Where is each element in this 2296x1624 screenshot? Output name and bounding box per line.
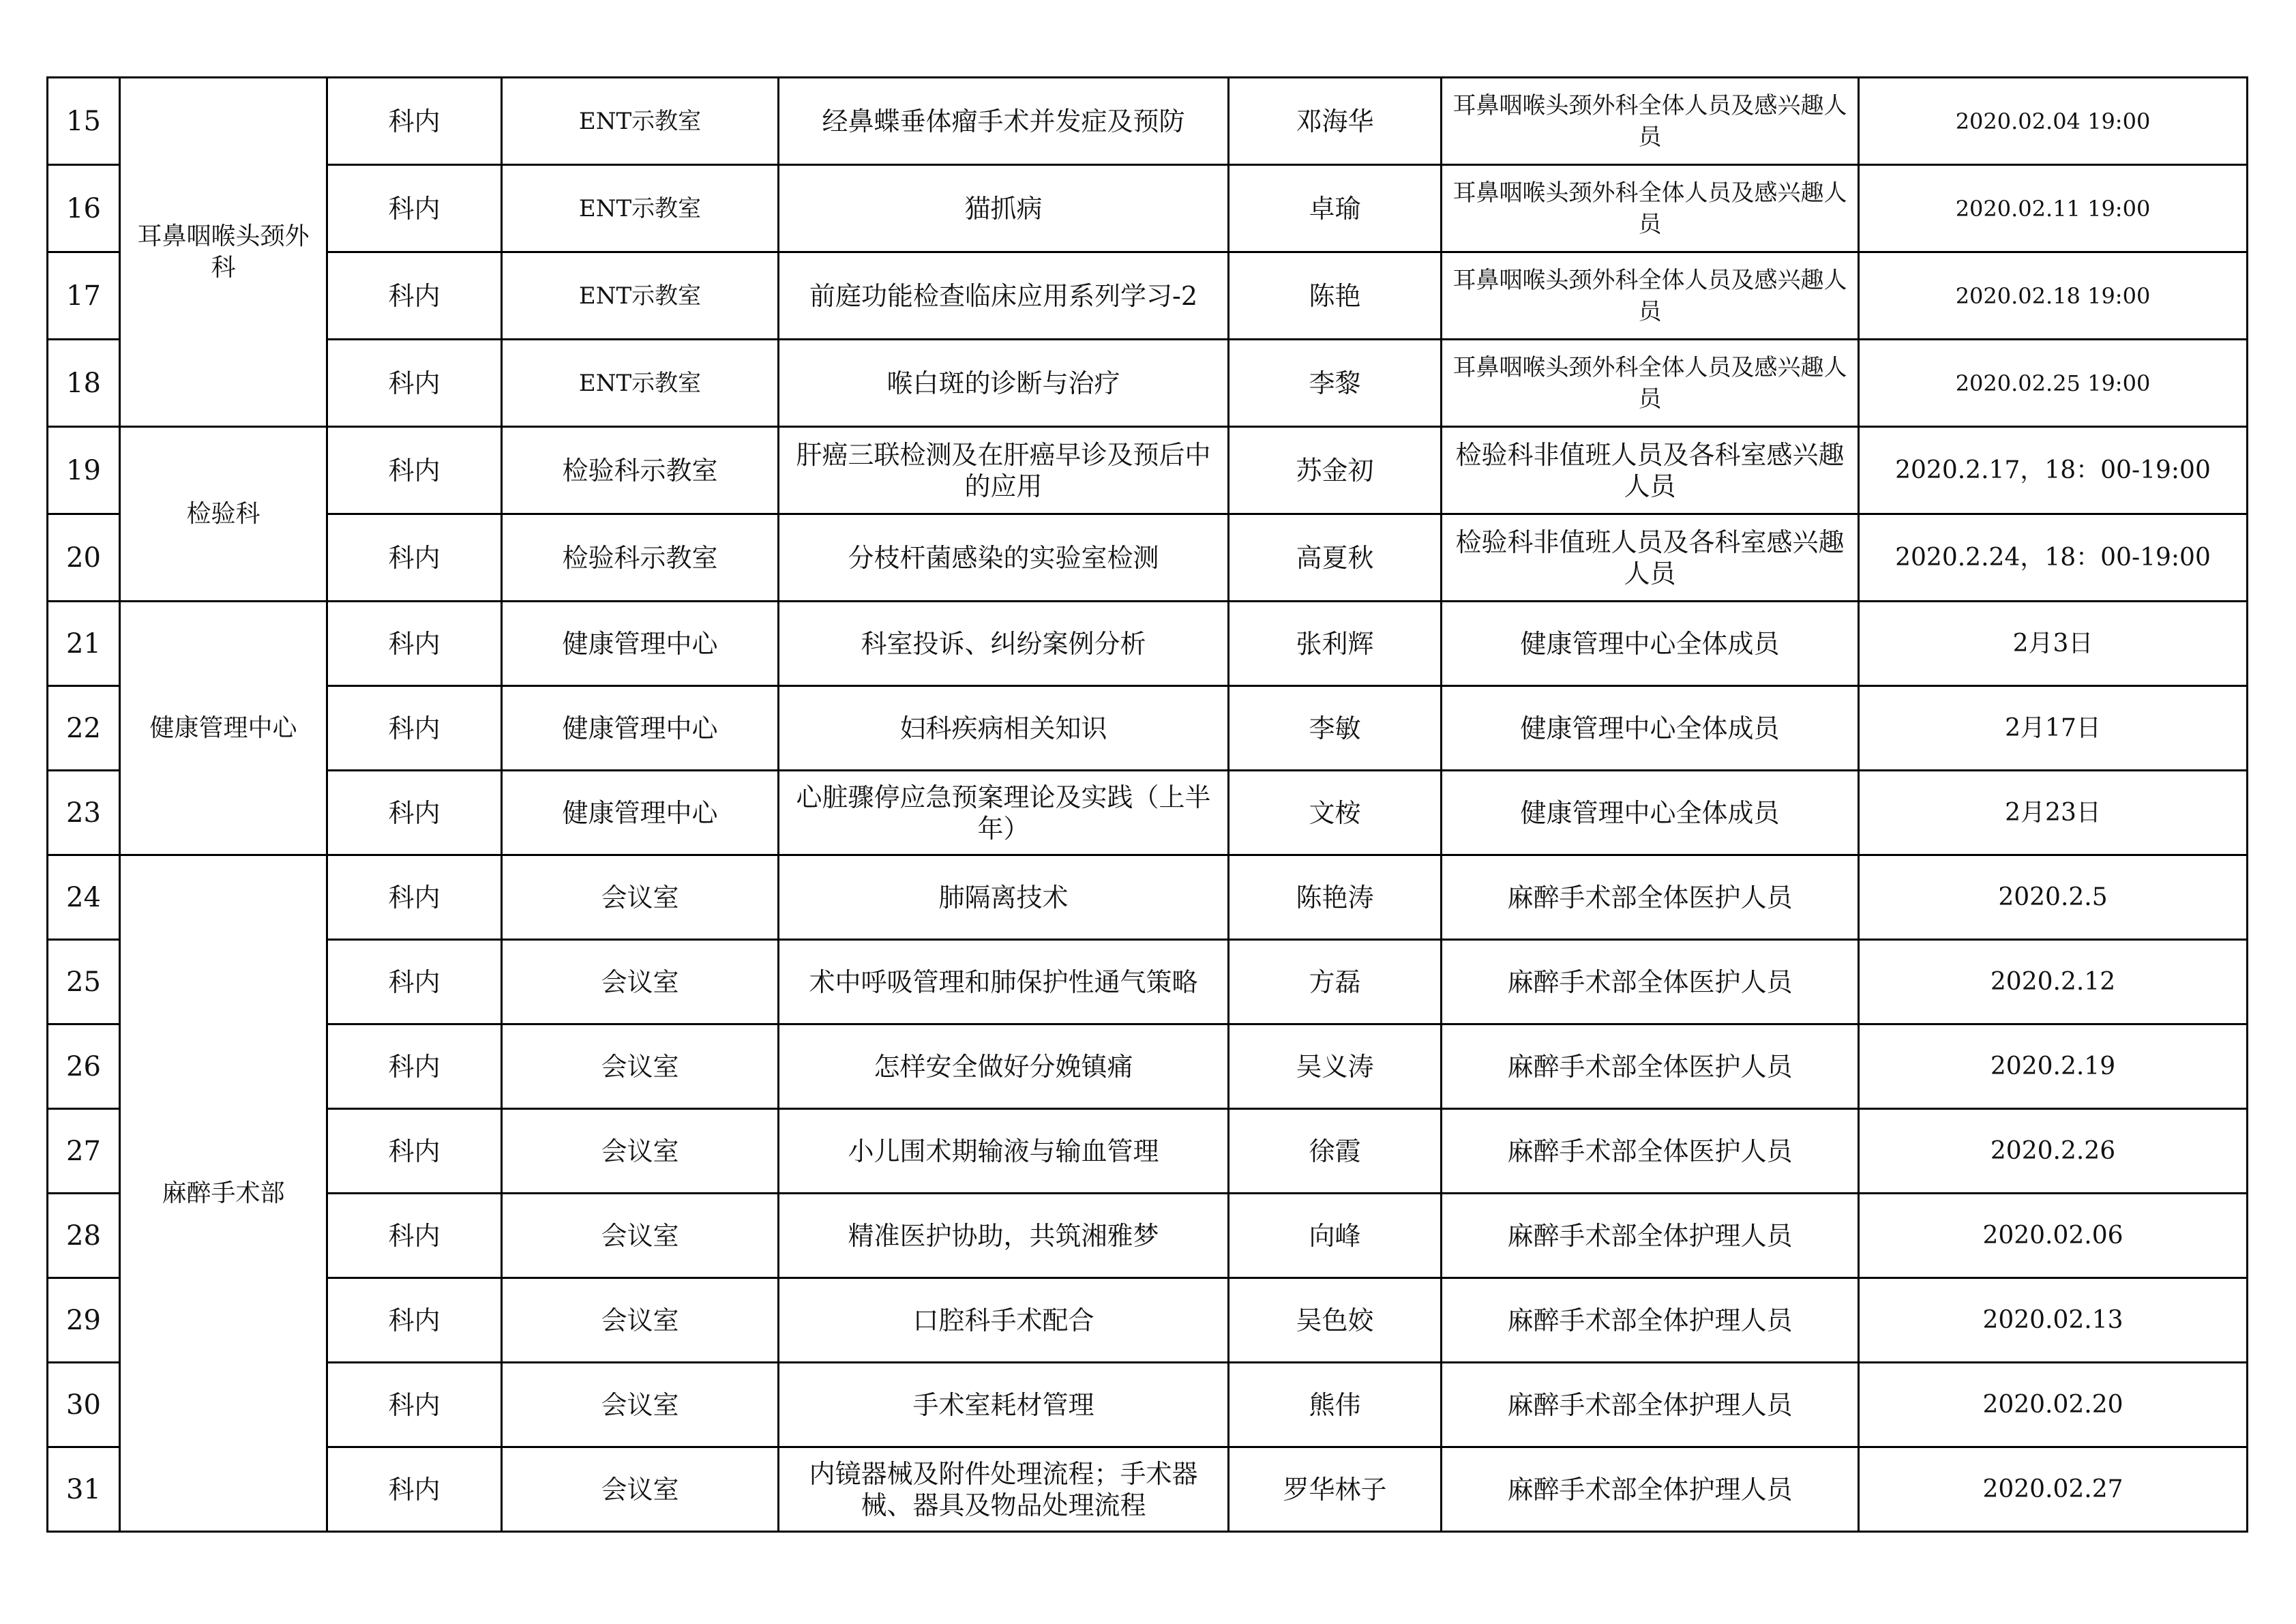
- table-row: [48, 940, 2248, 1024]
- type-cell: 科内: [327, 686, 502, 771]
- time-cell: 2020.02.18 19:00: [1859, 252, 2248, 340]
- speaker-cell: 陈艳: [1229, 252, 1442, 340]
- topic-cell: 心脏骤停应急预案理论及实践（上半年）: [779, 771, 1229, 855]
- department-cell: 健康管理中心: [120, 602, 327, 855]
- audience-cell: 麻醉手术部全体医护人员: [1442, 1109, 1859, 1194]
- audience-cell: 耳鼻咽喉头颈外科全体人员及感兴趣人员: [1442, 340, 1859, 427]
- time-cell: 2月17日: [1859, 686, 2248, 771]
- type-cell: 科内: [327, 940, 502, 1024]
- training-schedule-table: [46, 76, 2248, 1533]
- time-cell: 2020.02.20: [1859, 1363, 2248, 1447]
- table-row: [48, 771, 2248, 855]
- type-cell: 科内: [327, 602, 502, 686]
- topic-cell: 前庭功能检查临床应用系列学习-2: [779, 252, 1229, 340]
- type-cell: 科内: [327, 252, 502, 340]
- topic-cell: 科室投诉、纠纷案例分析: [779, 602, 1229, 686]
- table-row: [48, 427, 2248, 514]
- speaker-cell: 熊伟: [1229, 1363, 1442, 1447]
- location-cell: 健康管理中心: [502, 771, 779, 855]
- audience-cell: 检验科非值班人员及各科室感兴趣人员: [1442, 514, 1859, 602]
- topic-cell: 手术室耗材管理: [779, 1363, 1229, 1447]
- type-cell: 科内: [327, 1363, 502, 1447]
- row-number-cell: 21: [48, 602, 120, 686]
- row-number-cell: 26: [48, 1024, 120, 1109]
- speaker-cell: 陈艳涛: [1229, 855, 1442, 940]
- location-cell: 健康管理中心: [502, 602, 779, 686]
- row-number-cell: 25: [48, 940, 120, 1024]
- type-cell: 科内: [327, 1024, 502, 1109]
- row-number-cell: 17: [48, 252, 120, 340]
- row-number-cell: 24: [48, 855, 120, 940]
- speaker-cell: 罗华林子: [1229, 1447, 1442, 1532]
- topic-cell: 肺隔离技术: [779, 855, 1229, 940]
- row-number-cell: 16: [48, 165, 120, 252]
- audience-cell: 检验科非值班人员及各科室感兴趣人员: [1442, 427, 1859, 514]
- audience-cell: 麻醉手术部全体医护人员: [1442, 1024, 1859, 1109]
- location-cell: 会议室: [502, 940, 779, 1024]
- speaker-cell: 李敏: [1229, 686, 1442, 771]
- type-cell: 科内: [327, 1194, 502, 1278]
- speaker-cell: 卓瑜: [1229, 165, 1442, 252]
- location-cell: 检验科示教室: [502, 427, 779, 514]
- location-cell: ENT示教室: [502, 340, 779, 427]
- table-row: [48, 252, 2248, 340]
- row-number-cell: 19: [48, 427, 120, 514]
- time-cell: 2020.02.13: [1859, 1278, 2248, 1363]
- location-cell: 会议室: [502, 1109, 779, 1194]
- time-cell: 2020.02.11 19:00: [1859, 165, 2248, 252]
- table-body: [48, 78, 2248, 1532]
- speaker-cell: 吴色姣: [1229, 1278, 1442, 1363]
- row-number-cell: 20: [48, 514, 120, 602]
- row-number-cell: 18: [48, 340, 120, 427]
- audience-cell: 麻醉手术部全体护理人员: [1442, 1447, 1859, 1532]
- time-cell: 2020.2.19: [1859, 1024, 2248, 1109]
- type-cell: 科内: [327, 771, 502, 855]
- time-cell: 2月3日: [1859, 602, 2248, 686]
- table-row: [48, 1363, 2248, 1447]
- topic-cell: 肝癌三联检测及在肝癌早诊及预后中的应用: [779, 427, 1229, 514]
- audience-cell: 健康管理中心全体成员: [1442, 771, 1859, 855]
- audience-cell: 麻醉手术部全体护理人员: [1442, 1194, 1859, 1278]
- table-row: [48, 1024, 2248, 1109]
- audience-cell: 麻醉手术部全体医护人员: [1442, 940, 1859, 1024]
- audience-cell: 麻醉手术部全体护理人员: [1442, 1363, 1859, 1447]
- time-cell: 2020.02.06: [1859, 1194, 2248, 1278]
- type-cell: 科内: [327, 1447, 502, 1532]
- time-cell: 2020.2.17，18：00-19:00: [1859, 427, 2248, 514]
- speaker-cell: 向峰: [1229, 1194, 1442, 1278]
- audience-cell: 耳鼻咽喉头颈外科全体人员及感兴趣人员: [1442, 165, 1859, 252]
- audience-cell: 健康管理中心全体成员: [1442, 602, 1859, 686]
- time-cell: 2020.02.25 19:00: [1859, 340, 2248, 427]
- time-cell: 2020.2.24，18：00-19:00: [1859, 514, 2248, 602]
- table-row: [48, 686, 2248, 771]
- audience-cell: 麻醉手术部全体护理人员: [1442, 1278, 1859, 1363]
- topic-cell: 小儿围术期输液与输血管理: [779, 1109, 1229, 1194]
- location-cell: 会议室: [502, 1024, 779, 1109]
- location-cell: 会议室: [502, 1278, 779, 1363]
- row-number-cell: 27: [48, 1109, 120, 1194]
- row-number-cell: 30: [48, 1363, 120, 1447]
- time-cell: 2020.2.12: [1859, 940, 2248, 1024]
- table-row: [48, 340, 2248, 427]
- type-cell: 科内: [327, 78, 502, 165]
- row-number-cell: 22: [48, 686, 120, 771]
- type-cell: 科内: [327, 165, 502, 252]
- time-cell: 2月23日: [1859, 771, 2248, 855]
- table-row: [48, 1109, 2248, 1194]
- speaker-cell: 高夏秋: [1229, 514, 1442, 602]
- audience-cell: 麻醉手术部全体医护人员: [1442, 855, 1859, 940]
- speaker-cell: 徐霞: [1229, 1109, 1442, 1194]
- location-cell: 会议室: [502, 1363, 779, 1447]
- audience-cell: 耳鼻咽喉头颈外科全体人员及感兴趣人员: [1442, 252, 1859, 340]
- type-cell: 科内: [327, 514, 502, 602]
- speaker-cell: 吴义涛: [1229, 1024, 1442, 1109]
- audience-cell: 健康管理中心全体成员: [1442, 686, 1859, 771]
- time-cell: 2020.2.26: [1859, 1109, 2248, 1194]
- topic-cell: 猫抓病: [779, 165, 1229, 252]
- speaker-cell: 文桉: [1229, 771, 1442, 855]
- speaker-cell: 李黎: [1229, 340, 1442, 427]
- department-cell: 检验科: [120, 427, 327, 602]
- row-number-cell: 28: [48, 1194, 120, 1278]
- location-cell: ENT示教室: [502, 165, 779, 252]
- table-row: [48, 602, 2248, 686]
- location-cell: 会议室: [502, 1447, 779, 1532]
- table-row: [48, 855, 2248, 940]
- topic-cell: 喉白斑的诊断与治疗: [779, 340, 1229, 427]
- location-cell: 健康管理中心: [502, 686, 779, 771]
- row-number-cell: 15: [48, 78, 120, 165]
- time-cell: 2020.02.04 19:00: [1859, 78, 2248, 165]
- topic-cell: 怎样安全做好分娩镇痛: [779, 1024, 1229, 1109]
- speaker-cell: 苏金初: [1229, 427, 1442, 514]
- row-number-cell: 23: [48, 771, 120, 855]
- type-cell: 科内: [327, 1278, 502, 1363]
- row-number-cell: 31: [48, 1447, 120, 1532]
- audience-cell: 耳鼻咽喉头颈外科全体人员及感兴趣人员: [1442, 78, 1859, 165]
- department-cell: 耳鼻咽喉头颈外科: [120, 78, 327, 427]
- department-cell: 麻醉手术部: [120, 855, 327, 1532]
- speaker-cell: 张利辉: [1229, 602, 1442, 686]
- topic-cell: 分枝杆菌感染的实验室检测: [779, 514, 1229, 602]
- type-cell: 科内: [327, 340, 502, 427]
- speaker-cell: 邓海华: [1229, 78, 1442, 165]
- table-row: [48, 1194, 2248, 1278]
- topic-cell: 妇科疾病相关知识: [779, 686, 1229, 771]
- location-cell: 会议室: [502, 855, 779, 940]
- topic-cell: 内镜器械及附件处理流程；手术器械、器具及物品处理流程: [779, 1447, 1229, 1532]
- location-cell: 检验科示教室: [502, 514, 779, 602]
- topic-cell: 经鼻蝶垂体瘤手术并发症及预防: [779, 78, 1229, 165]
- table-row: [48, 165, 2248, 252]
- type-cell: 科内: [327, 1109, 502, 1194]
- topic-cell: 术中呼吸管理和肺保护性通气策略: [779, 940, 1229, 1024]
- topic-cell: 精准医护协助，共筑湘雅梦: [779, 1194, 1229, 1278]
- location-cell: ENT示教室: [502, 252, 779, 340]
- type-cell: 科内: [327, 427, 502, 514]
- table-row: [48, 514, 2248, 602]
- location-cell: ENT示教室: [502, 78, 779, 165]
- speaker-cell: 方磊: [1229, 940, 1442, 1024]
- location-cell: 会议室: [502, 1194, 779, 1278]
- time-cell: 2020.2.5: [1859, 855, 2248, 940]
- type-cell: 科内: [327, 855, 502, 940]
- table-row: [48, 1278, 2248, 1363]
- topic-cell: 口腔科手术配合: [779, 1278, 1229, 1363]
- table-row: [48, 78, 2248, 165]
- time-cell: 2020.02.27: [1859, 1447, 2248, 1532]
- table-row: [48, 1447, 2248, 1532]
- row-number-cell: 29: [48, 1278, 120, 1363]
